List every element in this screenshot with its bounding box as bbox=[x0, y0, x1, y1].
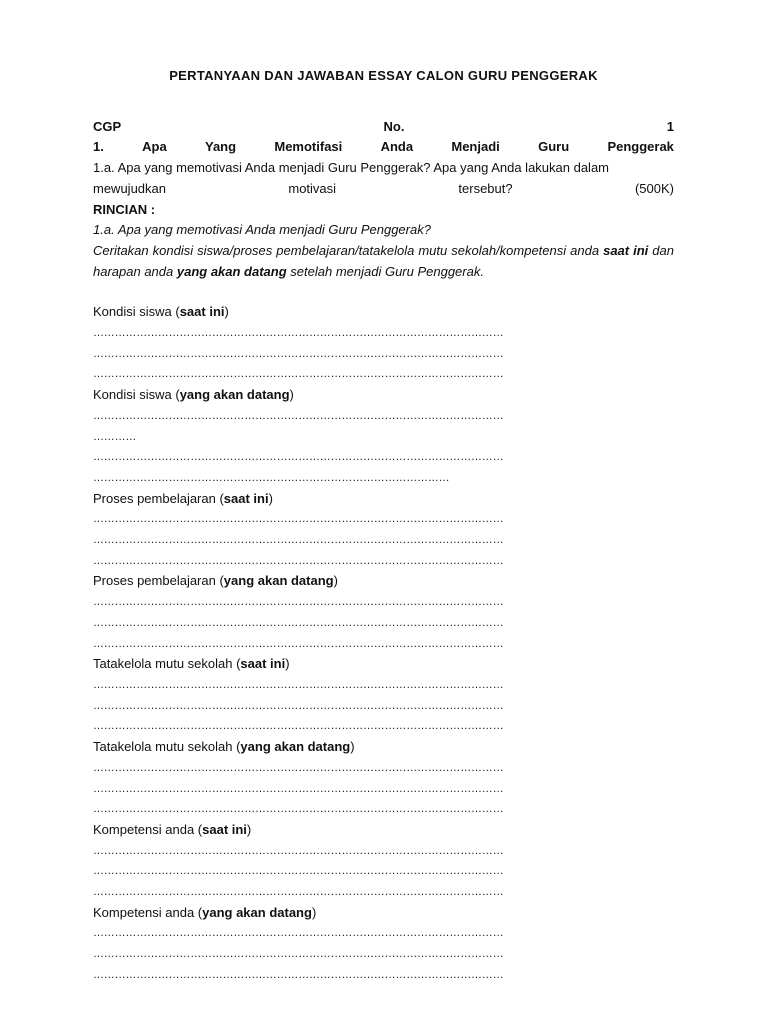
section-kompetensi-saat-ini bbox=[93, 820, 674, 903]
answer-line[interactable]: …………………………………………………………………………………………………… bbox=[93, 327, 504, 340]
section-label: Proses pembelajaran (saat ini) bbox=[93, 490, 273, 506]
rincian-question: 1.a. Apa yang memotivasi Anda menjadi Guru Penggerak? bbox=[93, 222, 431, 238]
answer-line[interactable]: …………………………………………………………………………………………………… bbox=[93, 948, 504, 961]
answer-line[interactable]: …………………………………………………………………………………………………… bbox=[93, 720, 504, 733]
section-label: Kompetensi anda (saat ini) bbox=[93, 821, 252, 837]
answer-line[interactable]: …………………………………………………………………………………………………… bbox=[93, 699, 504, 712]
section-label: Tatakelola mutu sekolah (yang akan datang) bbox=[93, 739, 355, 755]
section-label: Proses pembelajaran (yang akan datang) bbox=[93, 573, 338, 589]
cgp-line bbox=[93, 117, 674, 138]
section-tatakelola-akan-datang bbox=[93, 737, 674, 820]
section-proses-pembelajaran-akan-datang bbox=[93, 571, 674, 654]
answer-line[interactable]: …………………………………………………………………………………………………… bbox=[93, 368, 504, 381]
section-proses-pembelajaran-saat-ini bbox=[93, 489, 674, 572]
section-label: Kompetensi anda (yang akan datang) bbox=[93, 904, 317, 920]
answer-line[interactable]: …………………………………………………………………………………………………… bbox=[93, 782, 504, 795]
number-value: 1 bbox=[666, 118, 674, 134]
answer-line[interactable]: …………………………………………………………………………………………………… bbox=[93, 761, 504, 774]
answer-line[interactable]: …………………………………………………………………………………………………… bbox=[93, 409, 504, 422]
section-kondisi-siswa-akan-datang bbox=[93, 385, 674, 489]
answer-line[interactable]: …………………………………………………………………………………………………… bbox=[93, 637, 504, 650]
question-1a-line2: mewujudkan motivasi tersebut? (500K) bbox=[93, 180, 674, 196]
answer-line[interactable]: …………………………………………………………………………………………………… bbox=[93, 927, 504, 940]
question-1a-line1: 1.a. Apa yang memotivasi Anda menjadi Guru Penggerak? Apa yang Anda lakukan dalam bbox=[93, 160, 610, 176]
answer-line[interactable]: …………………………………………………………………………………………………… bbox=[93, 534, 504, 547]
answer-line[interactable]: …………………………………………………………………………………………………… bbox=[93, 596, 504, 609]
answer-line[interactable]: …………………………………………………………………………………………………… bbox=[93, 968, 504, 981]
document-title: PERTANYAAN DAN JAWABAN ESSAY CALON GURU PENGGERAK bbox=[169, 68, 598, 83]
section-label: Kondisi siswa (yang akan datang) bbox=[93, 387, 294, 403]
answer-line[interactable]: …………………………………………………………………………………………………… bbox=[93, 678, 504, 691]
answer-line[interactable]: …………………………………………………………………………………………………… bbox=[93, 347, 504, 360]
rincian-instructions: Ceritakan kondisi siswa/proses pembelajaran/tatakelola mutu sekolah/kompetensi anda saat ini dan harapan anda yang akan datang setelah menjadi Guru Penggerak. bbox=[93, 242, 674, 279]
answer-line[interactable]: …………………………………………………………………………………………………… bbox=[93, 451, 504, 464]
section-kompetensi-akan-datang bbox=[93, 903, 674, 986]
section-label: Tatakelola mutu sekolah (saat ini) bbox=[93, 656, 290, 672]
rincian-label: RINCIAN : bbox=[93, 201, 156, 217]
answer-line[interactable]: …………………………………………………………………………………………………… bbox=[93, 886, 504, 899]
section-tatakelola-saat-ini bbox=[93, 654, 674, 737]
section-label: Kondisi siswa (saat ini) bbox=[93, 304, 229, 320]
answer-line[interactable]: …………………………………………………………………………………………………… bbox=[93, 865, 504, 878]
answer-line[interactable]: …………………………………………………………………………………………………… bbox=[93, 803, 504, 816]
answer-line[interactable]: …………………………………………………………………………………………………… bbox=[93, 554, 504, 567]
answer-line[interactable]: …………………………………………………………………………………………………… bbox=[93, 616, 504, 629]
answer-line[interactable]: …………………………………………………………………………………………………… bbox=[93, 513, 504, 526]
cgp-label: CGP bbox=[93, 118, 122, 134]
number-label: No. bbox=[383, 118, 405, 134]
question-heading: 1. Apa Yang Memotifasi Anda Menjadi Guru Penggerak bbox=[93, 139, 674, 155]
answer-line[interactable]: ………… bbox=[93, 430, 137, 443]
answer-line[interactable]: ……………………………………………………………………………………… bbox=[93, 471, 450, 484]
section-kondisi-siswa-saat-ini bbox=[93, 302, 674, 385]
answer-line[interactable]: …………………………………………………………………………………………………… bbox=[93, 844, 504, 857]
